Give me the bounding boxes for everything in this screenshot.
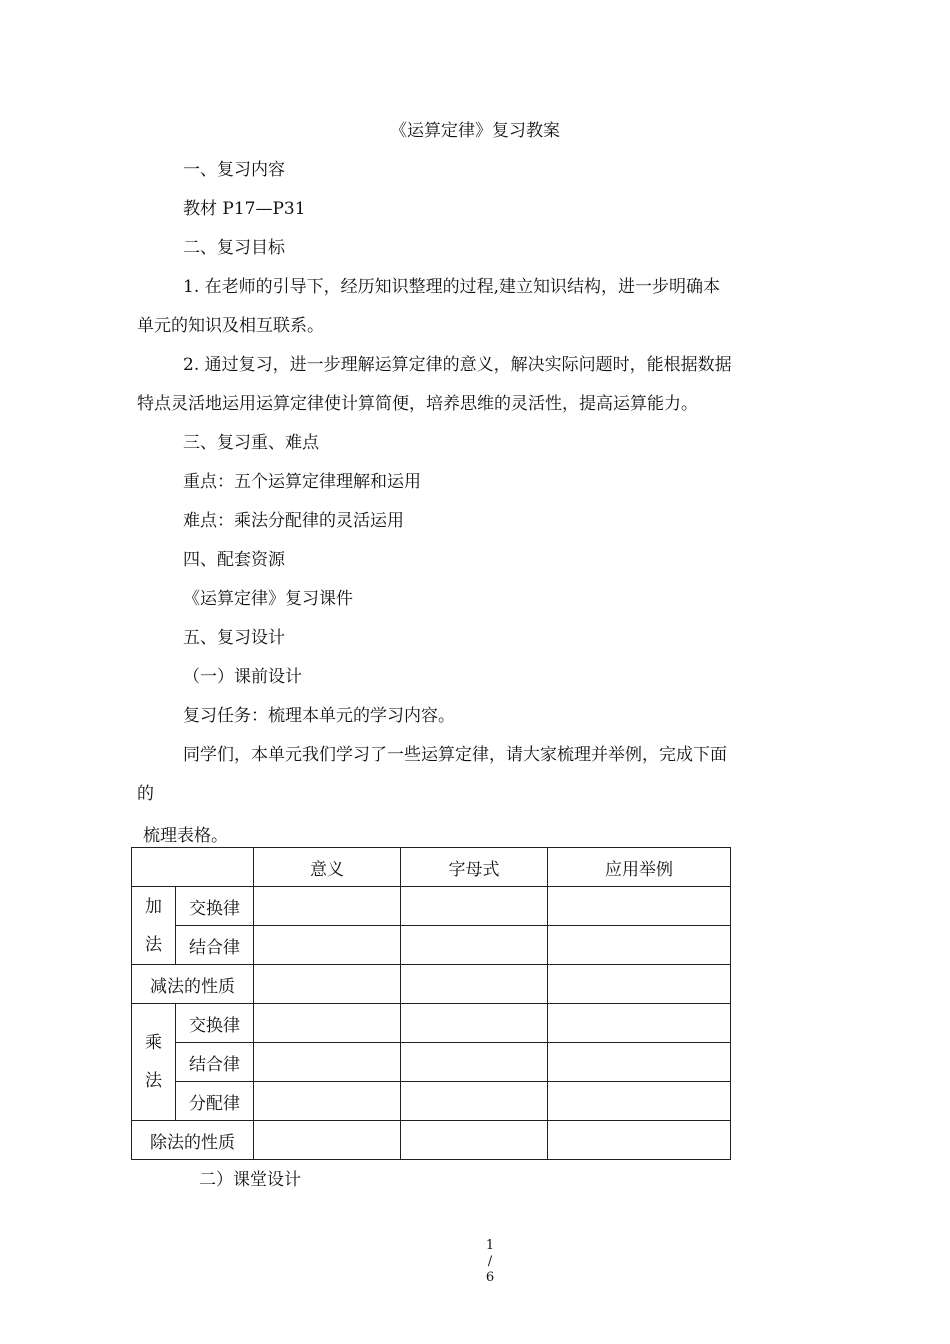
resource-text: 《运算定律》复习课件 bbox=[183, 589, 353, 609]
table-header: 意义 bbox=[254, 848, 401, 887]
instruction-line-1: 同学们，本单元我们学习了一些运算定律，请大家梳理并举例，完成下面 bbox=[183, 745, 727, 765]
content-text: 教材 P17—P31 bbox=[183, 199, 306, 219]
table-cell bbox=[401, 1043, 548, 1082]
row-label: 结合律 bbox=[176, 1043, 254, 1082]
table-cell bbox=[548, 965, 731, 1004]
table-cell bbox=[548, 887, 731, 926]
table-row bbox=[132, 926, 731, 965]
table-cell bbox=[254, 926, 401, 965]
table-header-row bbox=[132, 848, 731, 887]
section-heading-resources: 四、配套资源 bbox=[183, 550, 285, 570]
table-row bbox=[132, 887, 731, 926]
table-cell bbox=[401, 965, 548, 1004]
table-row bbox=[132, 1043, 731, 1082]
table-header: 应用举例 bbox=[548, 848, 731, 887]
row-label: 除法的性质 bbox=[132, 1121, 254, 1160]
table-cell bbox=[254, 965, 401, 1004]
row-label: 结合律 bbox=[176, 926, 254, 965]
section-heading-keypoints: 三、复习重、难点 bbox=[183, 433, 319, 453]
table-cell bbox=[401, 1121, 548, 1160]
table-cell bbox=[548, 1121, 731, 1160]
table-cell bbox=[254, 1043, 401, 1082]
table-cell bbox=[548, 1004, 731, 1043]
subsection-heading-inclass: 二）课堂设计 bbox=[199, 1170, 301, 1190]
row-label: 交换律 bbox=[176, 887, 254, 926]
addition-group-label: 加 法 bbox=[132, 887, 176, 965]
instruction-line-3: 梳理表格。 bbox=[143, 826, 228, 846]
table-row bbox=[132, 1004, 731, 1043]
goal-2-line-1: 2. 通过复习，进一步理解运算定律的意义，解决实际问题时，能根据数据 bbox=[183, 355, 732, 375]
difficult-point: 难点：乘法分配律的灵活运用 bbox=[183, 511, 404, 531]
section-heading-goals: 二、复习目标 bbox=[183, 238, 285, 258]
table-cell bbox=[548, 926, 731, 965]
row-label: 减法的性质 bbox=[132, 965, 254, 1004]
page-separator: / bbox=[487, 1254, 493, 1269]
instruction-line-2: 的 bbox=[137, 784, 154, 804]
table-corner-cell bbox=[132, 848, 254, 887]
table-cell bbox=[254, 1082, 401, 1121]
table-cell bbox=[254, 887, 401, 926]
table-cell bbox=[548, 1082, 731, 1121]
row-label: 分配律 bbox=[176, 1082, 254, 1121]
key-point: 重点：五个运算定律理解和运用 bbox=[183, 472, 421, 492]
table-row bbox=[132, 1082, 731, 1121]
table-cell bbox=[254, 1004, 401, 1043]
section-heading-content: 一、复习内容 bbox=[183, 160, 285, 180]
goal-2-line-2: 特点灵活地运用运算定律使计算简便，培养思维的灵活性，提高运算能力。 bbox=[137, 394, 698, 414]
page-total: 6 bbox=[485, 1270, 495, 1285]
table-cell bbox=[401, 1082, 548, 1121]
subsection-heading-preclass: （一）课前设计 bbox=[183, 667, 302, 687]
multiplication-group-label: 乘 法 bbox=[132, 1004, 176, 1121]
table-cell bbox=[548, 1043, 731, 1082]
table-cell bbox=[401, 926, 548, 965]
page-title: 《运算定律》复习教案 bbox=[390, 121, 560, 141]
page-number bbox=[470, 1238, 510, 1286]
page-current: 1 bbox=[485, 1238, 495, 1253]
table-row bbox=[132, 965, 731, 1004]
table-cell bbox=[401, 887, 548, 926]
row-label: 交换律 bbox=[176, 1004, 254, 1043]
table-row bbox=[132, 1121, 731, 1160]
goal-1-line-2: 单元的知识及相互联系。 bbox=[137, 316, 324, 336]
table-cell bbox=[401, 1004, 548, 1043]
review-table bbox=[131, 847, 731, 1160]
table-header: 字母式 bbox=[401, 848, 548, 887]
section-heading-design: 五、复习设计 bbox=[183, 628, 285, 648]
goal-1-line-1: 1. 在老师的引导下，经历知识整理的过程,建立知识结构，进一步明确本 bbox=[183, 277, 721, 297]
review-task: 复习任务：梳理本单元的学习内容。 bbox=[183, 706, 455, 726]
table-cell bbox=[254, 1121, 401, 1160]
